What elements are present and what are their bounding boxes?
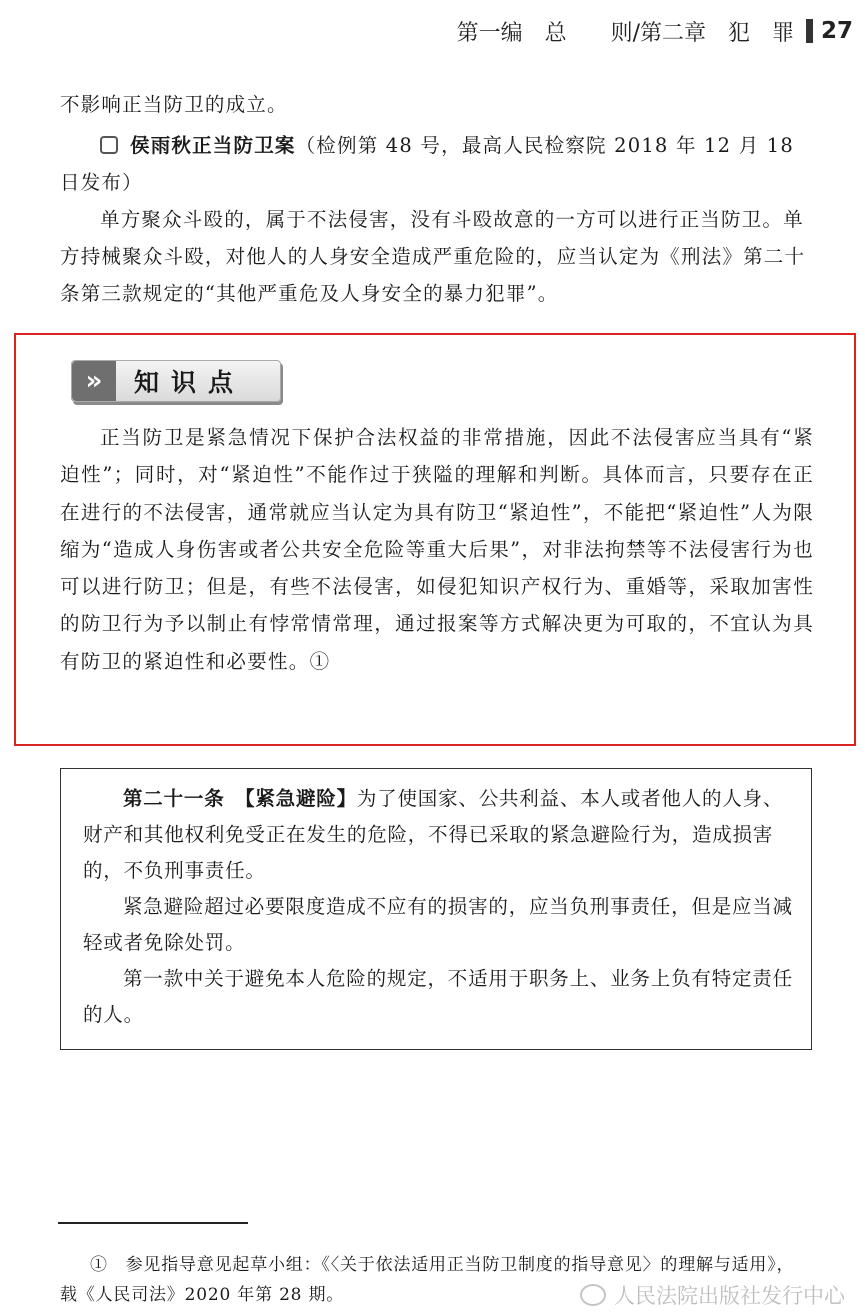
knowledge-point-box [14, 333, 856, 746]
article-p1-text: 为了使国家、公共利益、本人或者他人的人身、财产和其他权利免受正在发生的危险，不得已采取的紧急避险行为，造成损害的，不负刑事责任。 [83, 787, 784, 882]
footnote-separator [58, 1222, 248, 1224]
article-paragraph-3: 第一款中关于避免本人危险的规定，不适用于职务上、业务上负有特定责任的人。 [83, 967, 793, 1026]
double-chevron-icon: » [72, 361, 116, 401]
case-title: 侯雨秋正当防卫案 [130, 134, 296, 157]
knowledge-point-body: 正当防卫是紧急情况下保护合法权益的非常措施，因此不法侵害应当具有“紧迫性”；同时，对“紧迫性”不能作过于狭隘的理解和判断。具体而言，只要存在正在进行的不法侵害，通常就应当认定为具有防卫“紧迫性”，不能把“紧迫性”人为限缩为“造成人身伤害或者公共安全危险等重大后果”，对非法拘禁等不法侵害行为也可以进行防卫；但是，有些不法侵害，如侵犯知识产权行为、重婚等，采取加害性的防卫行为予以制止有悖常情常理，通过报案等方式解决更为可取的，不宜认为具有防卫的紧迫性和必要性。① [60, 426, 814, 673]
article-paragraph-1 [83, 781, 793, 889]
running-header [457, 14, 853, 48]
page-number: 27 [820, 18, 853, 44]
article-tag: 【紧急避险】 [244, 787, 357, 810]
case-source: （检例第 48 号，最高人民检察院 2018 年 12 月 18 日发布） [60, 134, 794, 194]
case-bullet-icon [100, 136, 118, 154]
header-bar-divider [806, 19, 813, 43]
weibo-icon [580, 1284, 606, 1306]
case-body: 单方聚众斗殴的，属于不法侵害，没有斗殴故意的一方可以进行正当防卫。单方持械聚众斗殴，对他人的人身安全造成严重危险的，应当认定为《刑法》第二十条第三款规定的“其他严重危及人身安全的暴力犯罪”。 [60, 208, 806, 305]
watermark [580, 1280, 845, 1310]
article-paragraph-2: 紧急避险超过必要限度造成不应有的损害的，应当负刑事责任，但是应当减轻或者免除处罚。 [83, 895, 793, 954]
knowledge-point-badge [71, 360, 281, 402]
case-heading [60, 127, 812, 201]
watermark-text: 人民法院出版社发行中心 [614, 1284, 845, 1308]
knowledge-point-title: 知识点 [134, 368, 246, 397]
article-number: 第二十一条 [123, 787, 225, 810]
chapter-title: 第一编 总 则/第二章 犯 罪 [456, 20, 794, 46]
article-box [60, 768, 812, 1050]
continuation-text: 不影响正当防卫的成立。 [60, 93, 288, 116]
footnote: ① 参见指导意见起草小组：《〈关于依法适用正当防卫制度的指导意见〉的理解与适用》，载《人民司法》2020 年第 28 期。 [60, 1255, 795, 1305]
